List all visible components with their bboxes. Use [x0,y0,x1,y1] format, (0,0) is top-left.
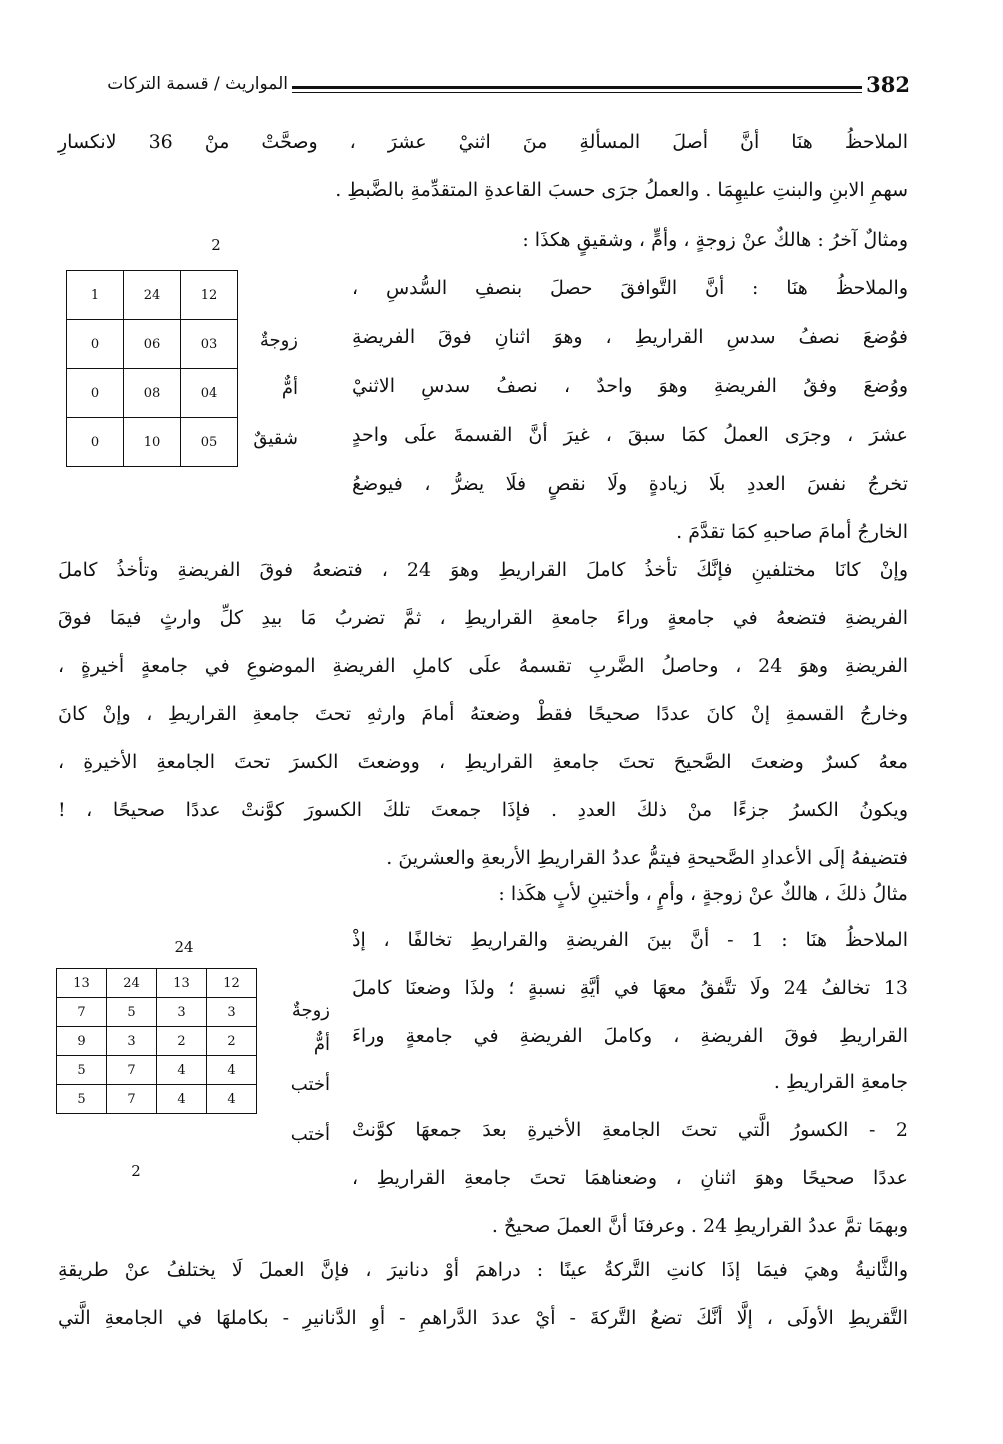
text-line: ومثالٌ آخرُ : هالكٌ عنْ زوجةٍ ، وأمٍّ ، وشقيقٍ هكذَا : [522,229,908,251]
table-row [57,969,257,998]
table-cell: 4 [207,1056,257,1085]
table2-bottom-label: 2 [131,1162,141,1180]
table-cell: 04 [181,369,238,418]
table-cell: 08 [124,369,181,418]
text-line: القراريطِ فوقَ الفريضةِ ، وكاملَ الفريضةِ في جامعةٍ وراءَ [352,1025,908,1047]
text-line: ووُضعَ وفقُ الفريضةِ وهوَ واحدٌ ، نصفُ سدسِ الاثنيْ [352,375,908,397]
table-cell: 12 [207,969,257,998]
table-cell: 4 [157,1085,207,1114]
table-cell: 2 [157,1027,207,1056]
text-line: وإنْ كانَا مختلفينِ فإنَّكَ تأخذُ كاملَ القراريطِ وهوَ 24 ، فتضعهُ فوقَ الفريضةِ وتأخذُ كاملَ [58,559,908,581]
table-cell: 10 [124,418,181,467]
table-row [67,320,238,369]
table-cell: 05 [181,418,238,467]
heir-label: أمٌّ [281,378,298,399]
text-line: 2 - الكسورُ الَّتي تحتَ الجامعةِ الأخيرةِ بعدَ جمعهَا كوَّنتْ [352,1119,908,1141]
text-line: الفريضةِ فتضعهُ في جامعةٍ وراءَ جامعةِ القراريطِ ، ثمَّ تضربُ مَا بيدِ كلِّ وارثٍ فيمَا فوقَ [58,607,908,629]
heir-label: أختب [290,1074,330,1095]
text-line: التَّقريطِ الأولَى ، إلَّا أنَّكَ تضعُ التَّركةَ - أيْ عددَ الدَّراهمِ - أوِ الدَّنانيرِ - بكاملهَا في الجامعةِ الَّتي [58,1307,908,1329]
text-line: 13 تخالفُ 24 ولَا تتَّفقُ معهَا في أيَّةِ نسبةٍ ؛ ولذَا وضعنَا كاملَ [352,977,908,999]
table-row [57,998,257,1027]
table-cell: 12 [181,271,238,320]
table-cell: 1 [67,271,124,320]
text-line: ويكونُ الكسرُ جزءًا منْ ذلكَ العددِ . فإذَا جمعتَ تلكَ الكسورَ كوَّنتْ عددًا صحيحًا ، ! [58,799,908,821]
text-line: الخارجُ أمامَ صاحبهِ كمَا تقدَّمَ . [676,521,908,543]
table1 [66,270,238,467]
text-line: فوُضعَ نصفُ سدسِ القراريطِ ، وهوَ اثنانِ فوقَ الفريضةِ [352,326,908,348]
table-row [57,1027,257,1056]
table-cell: 7 [107,1085,157,1114]
table-cell: 13 [157,969,207,998]
table-cell: 7 [107,1056,157,1085]
heir-label: شقيقٌ [253,428,298,449]
heir-label: زوجةٌ [259,330,298,351]
running-title: المواريث / قسمة التركات [107,74,288,94]
table-cell: 9 [57,1027,107,1056]
text-line: عشرَ ، وجرَى العملُ كمَا سبقَ ، غيرَ أنَّ القسمةَ علَى واحدٍ [352,424,908,446]
table-row [57,1085,257,1114]
text-line: عددًا صحيحًا وهوَ اثنانِ ، وضعناهمَا تحتَ جامعةِ القراريطِ ، [352,1167,908,1189]
table-row [67,418,238,467]
table-cell: 4 [157,1056,207,1085]
text-line: الفريضةِ وهوَ 24 ، وحاصلُ الضَّربِ تقسمهُ علَى كاملِ الفريضةِ الموضوعِ في جامعةٍ أخيرةٍ ، [58,655,908,677]
text-line: مثالُ ذلكَ ، هالكٌ عنْ زوجةٍ ، وأمٍ ، وأختينِ لأبٍ هكَذا : [498,883,908,905]
table-cell: 5 [57,1056,107,1085]
table-cell: 5 [57,1085,107,1114]
table1-top-label: 2 [211,236,221,254]
table-cell: 3 [207,998,257,1027]
table-row [57,1056,257,1085]
table-cell: 24 [124,271,181,320]
text-line: والثَّانيةُ وهيَ فيمَا إذَا كانتِ التَّركةُ عينًا : دراهمَ أوْ دنانيرَ ، فإنَّ العملَ لَا يختلفُ عنْ طريقةِ [58,1259,908,1281]
heir-label: أمٌّ [313,1034,330,1055]
text-line: الملاحظُ هنَا أنَّ أصلَ المسألةِ منَ اثنيْ عشرَ ، وصحَّتْ منْ 36 لانكسارِ [58,131,909,153]
table-cell: 3 [157,998,207,1027]
table-cell: 06 [124,320,181,369]
table-cell: 5 [107,998,157,1027]
table2 [56,968,257,1114]
heir-label: زوجةٌ [291,1000,330,1021]
table-cell: 13 [57,969,107,998]
table2-top-label: 24 [174,938,194,956]
text-line: فتضيفهُ إلَى الأعدادِ الصَّحيحةِ فيتمُّ عددُ القراريطِ الأربعةِ والعشرينَ . [386,847,908,869]
text-line: وخارجُ القسمةِ إنْ كانَ عددًا صحيحًا فقطْ وضعتهُ أمامَ وارثهِ تحتَ جامعةِ القراريطِ ، وإنْ كانَ [58,703,908,725]
table-cell: 4 [207,1085,257,1114]
table-cell: 03 [181,320,238,369]
table-cell: 7 [57,998,107,1027]
text-line: جامعةِ القراريطِ . [773,1071,908,1093]
text-line: سهمِ الابنِ والبنتِ عليهِمَا . والعملُ جرَى حسبَ القاعدةِ المتقدِّمةِ بالضَّبطِ . [335,179,908,201]
table-row [67,271,238,320]
table-cell: 0 [67,369,124,418]
text-line: تخرجُ نفسَ العددِ بلَا زيادةٍ ولَا نقصٍ فلَا يضرُّ ، فيوضعُ [352,473,908,495]
text-line: وبهمَا تمَّ عددُ القراريطِ 24 . وعرفنَا أنَّ العملَ صحيحٌ . [491,1215,908,1237]
heir-label: أختب [290,1124,330,1145]
table-cell: 3 [107,1027,157,1056]
table-cell: 2 [207,1027,257,1056]
text-line: معهُ كسرٌ وضعتَ الصَّحيحَ تحتَ جامعةِ القراريطِ ، ووضعتَ الكسرَ تحتَ الجامعةِ الأخيرةِ ، [58,751,908,773]
table-row [67,369,238,418]
text-line: والملاحظُ هنَا : أنَّ التَّوافقَ حصلَ بنصفِ السُّدسِ ، [352,277,908,299]
header-rule [292,86,862,93]
page-number: 382 [866,72,910,97]
table-cell: 0 [67,320,124,369]
table-cell: 24 [107,969,157,998]
table-cell: 0 [67,418,124,467]
text-line: الملاحظُ هنَا : 1 - أنَّ بينَ الفريضةِ والقراريطِ تخالفًا ، إذْ [352,929,908,951]
